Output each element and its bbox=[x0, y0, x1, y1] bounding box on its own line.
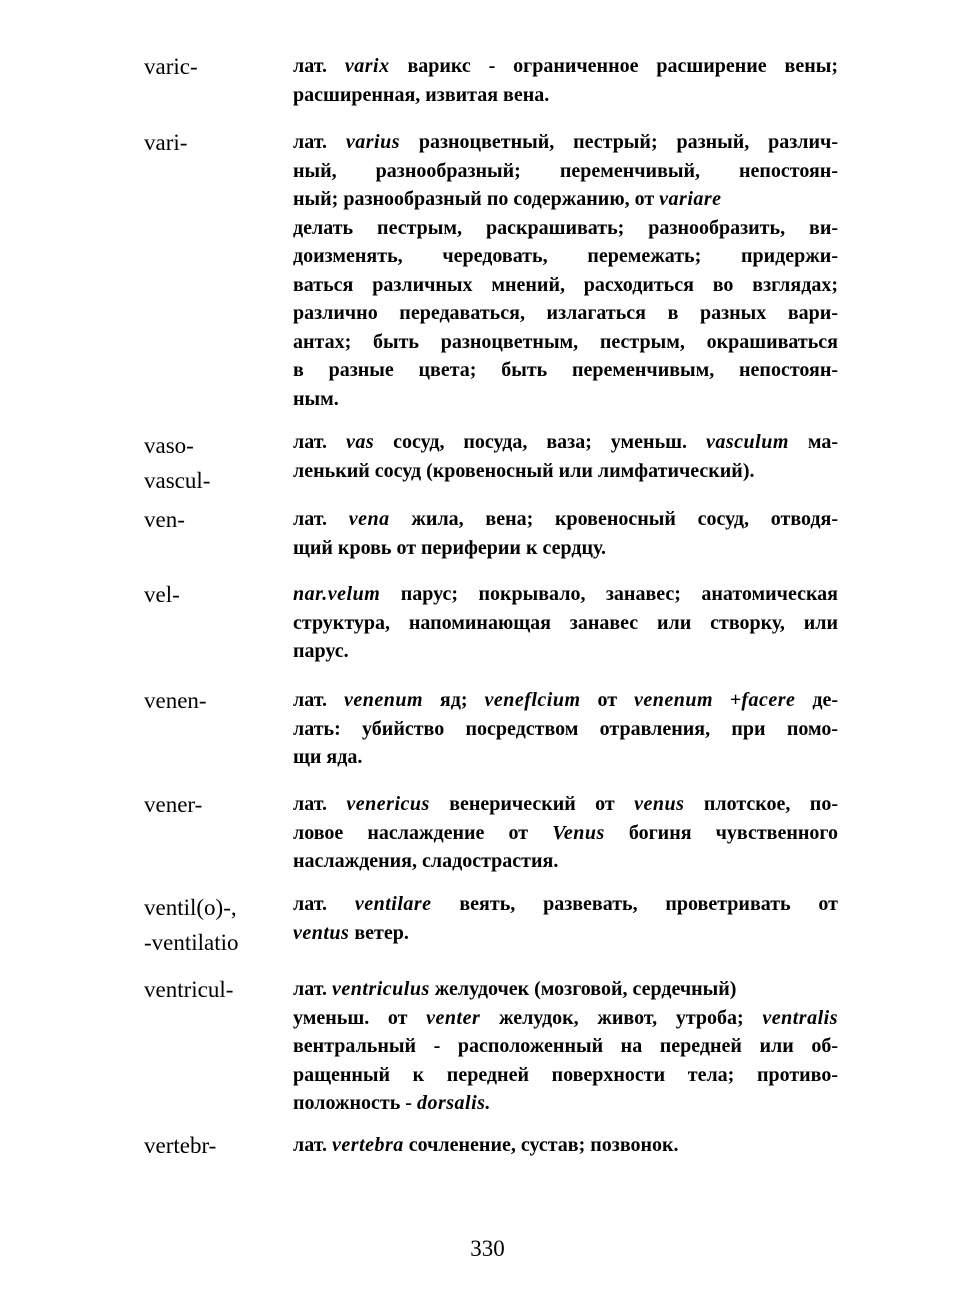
definition-line bbox=[293, 534, 838, 563]
latin-term: varix bbox=[344, 55, 390, 77]
definition-line bbox=[293, 185, 838, 214]
definition-line bbox=[293, 1089, 838, 1118]
definition-line bbox=[293, 328, 838, 357]
definition-text: от bbox=[580, 689, 634, 711]
definition-text: вентральный - расположенный на передней или об- bbox=[293, 1035, 838, 1057]
definition-text: жила, вена; кровеносный сосуд, отводя- bbox=[389, 508, 838, 530]
definition-line bbox=[293, 686, 838, 715]
definition-text: в разные цвета; быть переменчивым, непостоян- bbox=[293, 359, 838, 381]
definition-line bbox=[293, 1004, 838, 1033]
definition-text: расширенная, извитая вена. bbox=[293, 83, 550, 106]
definition-text: де- bbox=[795, 689, 838, 711]
definition-text: ленький сосуд (кровеносный или лимфатический). bbox=[293, 459, 755, 482]
definition-text: структура, напоминающая занавес или створку, или bbox=[293, 611, 838, 634]
entry-term bbox=[144, 890, 284, 960]
definition-text: лат. bbox=[293, 131, 346, 153]
definition-text: лат. bbox=[293, 508, 349, 530]
definition-text: плотское, по- bbox=[684, 793, 838, 815]
definition-text: наслаждения, сладострастия. bbox=[293, 850, 559, 872]
entry-term bbox=[144, 975, 284, 1004]
definition-line bbox=[293, 214, 838, 243]
definition-text: ращенный к передней поверхности тела; противо- bbox=[293, 1063, 838, 1086]
definition-text: разноцветный, пестрый; разный, различ- bbox=[400, 131, 838, 153]
definition-text: лать: убийство посредством отравления, при помо- bbox=[293, 717, 838, 740]
definition-text: уменьш. от bbox=[293, 1006, 427, 1029]
entry-definition bbox=[293, 686, 838, 772]
entry-definition bbox=[293, 505, 838, 562]
term-part: venen- bbox=[144, 688, 207, 713]
definition-line bbox=[293, 385, 838, 414]
definition-line bbox=[293, 609, 838, 638]
latin-term: dorsalis. bbox=[416, 1092, 491, 1114]
latin-term: variare bbox=[659, 188, 722, 210]
latin-term: Venus bbox=[552, 821, 605, 844]
definition-text: лат. bbox=[293, 793, 347, 815]
definition-text: различно передаваться, излагаться в разных вари- bbox=[293, 302, 838, 324]
definition-text: сочленение, сустав; позвонок. bbox=[403, 1134, 679, 1156]
term-part: varic- bbox=[144, 54, 198, 79]
latin-term: venus bbox=[634, 793, 685, 815]
entry-term bbox=[144, 428, 284, 498]
entry-term bbox=[144, 128, 284, 157]
definition-text: венерический от bbox=[429, 793, 635, 815]
definition-text: лат. bbox=[293, 689, 344, 711]
term-part: vener- bbox=[144, 792, 203, 817]
definition-text: ный, разнообразный; переменчивый, непостоян- bbox=[293, 159, 838, 182]
definition-line bbox=[293, 457, 838, 486]
definition-text: лат. bbox=[293, 978, 333, 1000]
definition-text: желудок, живот, утроба; bbox=[480, 1006, 763, 1029]
definition-text: ма- bbox=[788, 431, 838, 453]
entry-term bbox=[144, 52, 284, 81]
definition-text: желудочек (мозговой, сердечный) bbox=[429, 978, 737, 1000]
definition-line bbox=[293, 1131, 838, 1160]
definition-text: ловое наслаждение от bbox=[293, 821, 553, 844]
latin-term: venter bbox=[426, 1006, 481, 1029]
definition-text: ветер. bbox=[349, 921, 409, 944]
latin-term: ventriculus bbox=[332, 978, 430, 1000]
definition-line bbox=[293, 242, 838, 271]
definition-text: доизменять, чередовать, перемежать; придержи- bbox=[293, 245, 838, 267]
definition-line bbox=[293, 157, 838, 186]
entry-term bbox=[144, 1131, 284, 1160]
entry-definition bbox=[293, 128, 838, 413]
latin-term: nar.velum bbox=[293, 583, 381, 605]
definition-line bbox=[293, 890, 838, 919]
definition-line bbox=[293, 819, 838, 848]
term-part: ven- bbox=[144, 507, 185, 532]
definition-text: ваться различных мнений, расходиться во взглядах; bbox=[293, 273, 838, 296]
term-part: vascul- bbox=[144, 468, 211, 493]
term-part: vari- bbox=[144, 130, 188, 155]
page-number: 330 bbox=[470, 1236, 505, 1261]
entry-definition bbox=[293, 890, 838, 947]
term-part: vel- bbox=[144, 582, 180, 607]
definition-line bbox=[293, 128, 838, 157]
definition-line bbox=[293, 52, 838, 81]
entry-term bbox=[144, 686, 284, 715]
latin-term: vas bbox=[345, 431, 375, 453]
latin-term: varius bbox=[345, 131, 401, 153]
latin-term: ventus bbox=[293, 921, 350, 944]
definition-text: лат. bbox=[293, 1134, 333, 1156]
definition-text: ный; разнообразный по содержанию, от bbox=[293, 188, 660, 210]
definition-text: лат. bbox=[293, 431, 346, 453]
definition-text: делать пестрым, раскрашивать; разнообразить, ви- bbox=[293, 216, 838, 239]
entry-term bbox=[144, 790, 284, 819]
latin-term: vena bbox=[348, 508, 390, 530]
latin-term: venericus bbox=[346, 793, 430, 815]
entry-definition bbox=[293, 975, 838, 1118]
definition-text: положность - bbox=[293, 1092, 417, 1114]
definition-text: богиня чувственного bbox=[604, 821, 838, 844]
entry-term bbox=[144, 505, 284, 534]
definition-line bbox=[293, 743, 838, 772]
term-part: ventricul- bbox=[144, 977, 234, 1002]
entry-definition bbox=[293, 1131, 838, 1160]
term-part: ventil(o)-, bbox=[144, 895, 237, 920]
definition-text: яд; bbox=[423, 689, 485, 711]
definition-line bbox=[293, 637, 838, 666]
term-part: vaso- bbox=[144, 433, 194, 458]
entry-definition bbox=[293, 580, 838, 666]
entry-definition bbox=[293, 790, 838, 876]
latin-term: venenum bbox=[343, 689, 424, 711]
latin-term: facere bbox=[741, 689, 796, 711]
definition-text: лат. bbox=[293, 893, 355, 915]
definition-text: щи яда. bbox=[293, 746, 363, 768]
latin-term: venenum bbox=[633, 689, 714, 711]
definition-line bbox=[293, 790, 838, 819]
definition-text: + bbox=[713, 689, 742, 711]
definition-line bbox=[293, 1061, 838, 1090]
definition-line bbox=[293, 505, 838, 534]
term-part: vertebr- bbox=[144, 1133, 217, 1158]
latin-term: ventilare bbox=[354, 893, 432, 915]
definition-line bbox=[293, 847, 838, 876]
definition-text: сосуд, посуда, ваза; уменьш. bbox=[374, 431, 706, 453]
definition-text: антах; быть разноцветным, пестрым, окрашиваться bbox=[293, 330, 838, 353]
definition-line bbox=[293, 271, 838, 300]
definition-line bbox=[293, 1032, 838, 1061]
definition-text: лат. bbox=[293, 55, 345, 77]
definition-line bbox=[293, 428, 838, 457]
entry-definition bbox=[293, 428, 838, 485]
latin-term: veneflcium bbox=[484, 689, 581, 711]
definition-line bbox=[293, 81, 838, 110]
definition-text: ным. bbox=[293, 387, 339, 410]
definition-line bbox=[293, 975, 838, 1004]
definition-text: щий кровь от периферии к сердцу. bbox=[293, 536, 606, 559]
entry-term bbox=[144, 580, 284, 609]
definition-line bbox=[293, 299, 838, 328]
definition-text: парус. bbox=[293, 640, 349, 662]
latin-term: vasculum bbox=[705, 431, 789, 453]
term-part: -ventilatio bbox=[144, 930, 239, 955]
definition-line bbox=[293, 356, 838, 385]
latin-term: ventralis bbox=[762, 1006, 838, 1029]
entry-definition bbox=[293, 52, 838, 109]
definition-text: варикс - ограниченное расширение вены; bbox=[389, 55, 838, 77]
definition-line bbox=[293, 580, 838, 609]
definition-text: парус; покрывало, занавес; анатомическая bbox=[380, 583, 838, 605]
definition-line bbox=[293, 919, 838, 948]
definition-line bbox=[293, 715, 838, 744]
definition-text: веять, развевать, проветривать от bbox=[431, 893, 838, 915]
latin-term: vertebra bbox=[332, 1134, 404, 1156]
